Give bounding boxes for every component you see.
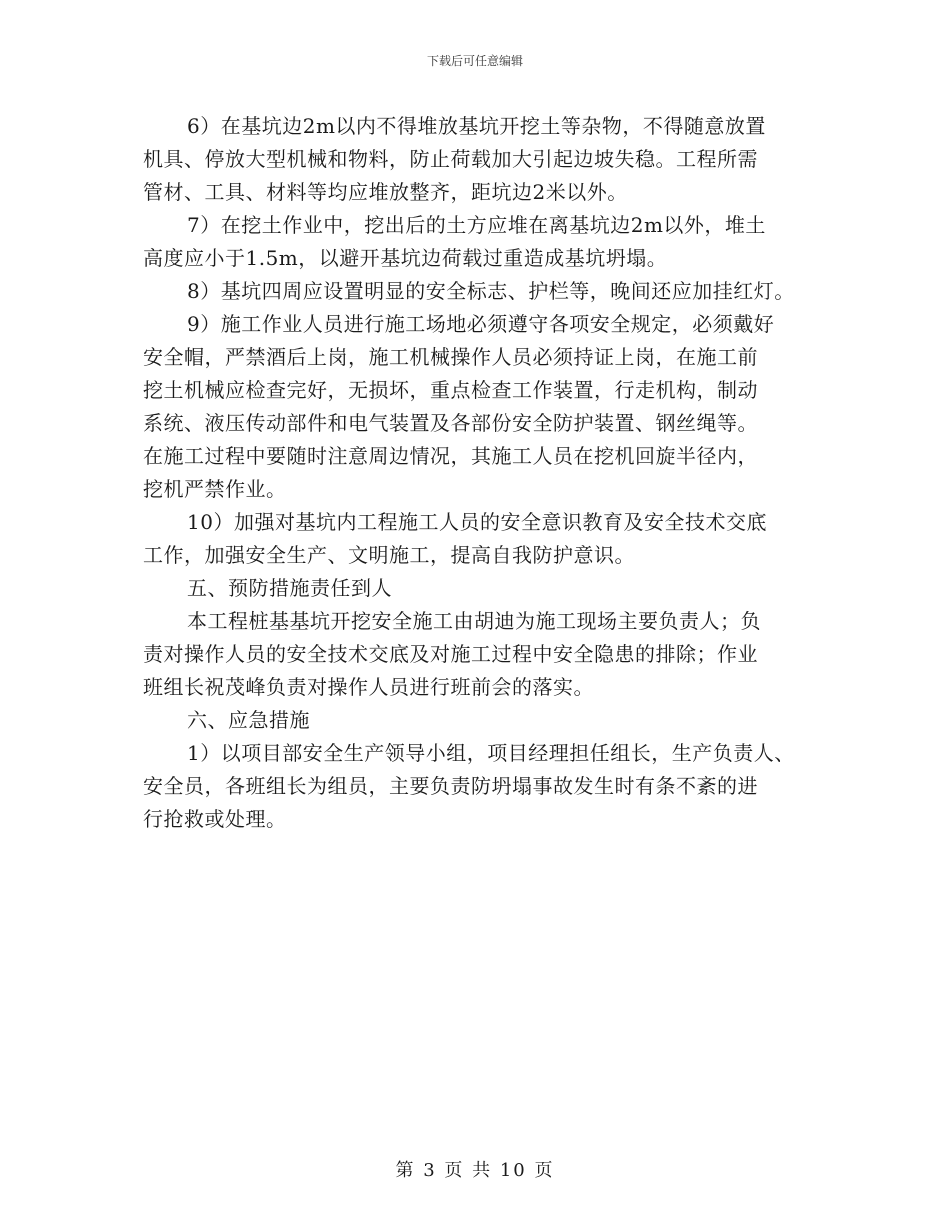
- page-footer: 第 3 页 共 10 页: [395, 1160, 555, 1181]
- text-line: 机具、停放大型机械和物料，防止荷载加大引起边坡失稳。工程所需: [143, 147, 758, 171]
- text-line: 6）在基坑边2m以内不得堆放基坑开挖土等杂物，不得随意放置: [187, 114, 766, 138]
- paragraph: [143, 275, 843, 308]
- text-line: 9）施工作业人员进行施工场地必须遵守各项安全规定，必须戴好: [187, 312, 775, 336]
- text-line: 7）在挖土作业中，挖出后的土方应堆在离基坑边2m以外，堆土: [187, 213, 766, 237]
- text-line: 五、预防措施责任到人: [187, 576, 392, 600]
- paragraph: [143, 704, 843, 737]
- document-body: [143, 110, 843, 836]
- paragraph: [143, 506, 843, 572]
- paragraph: [143, 737, 843, 836]
- paragraph: [143, 209, 843, 275]
- paragraph: [143, 110, 843, 209]
- text-line: 1）以项目部安全生产领导小组，项目经理担任组长，生产负责人、: [187, 741, 795, 765]
- text-line: 在施工过程中要随时注意周边情况，其施工人员在挖机回旋半径内，: [143, 444, 758, 468]
- paragraph: [143, 572, 843, 605]
- text-line: 高度应小于1.5m，以避开基坑边荷载过重造成基坑坍塌。: [143, 246, 668, 270]
- text-line: 安全员，各班组长为组员，主要负责防坍塌事故发生时有条不紊的进: [143, 774, 758, 798]
- text-line: 行抢救或处理。: [143, 807, 287, 831]
- text-line: 责对操作人员的安全技术交底及对施工过程中安全隐患的排除；作业: [143, 642, 758, 666]
- text-line: 管材、工具、材料等均应堆放整齐，距坑边2米以外。: [143, 180, 628, 204]
- paragraph: [143, 605, 843, 704]
- text-line: 六、应急措施: [187, 708, 310, 732]
- paragraph: [143, 308, 843, 506]
- page-header: 下载后可任意编辑: [426, 54, 523, 68]
- text-line: 挖机严禁作业。: [143, 477, 287, 501]
- text-line: 安全帽，严禁酒后上岗，施工机械操作人员必须持证上岗，在施工前: [143, 345, 758, 369]
- text-line: 班组长祝茂峰负责对操作人员进行班前会的落实。: [143, 675, 594, 699]
- text-line: 8）基坑四周应设置明显的安全标志、护栏等，晚间还应加挂红灯。: [187, 279, 795, 303]
- text-line: 系统、液压传动部件和电气装置及各部份安全防护装置、钢丝绳等。: [143, 411, 758, 435]
- text-line: 工作，加强安全生产、文明施工，提高自我防护意识。: [143, 543, 635, 567]
- text-line: 10）加强对基坑内工程施工人员的安全意识教育及安全技术交底: [187, 510, 767, 534]
- text-line: 本工程桩基基坑开挖安全施工由胡迪为施工现场主要负责人；负: [187, 609, 761, 633]
- text-line: 挖土机械应检查完好，无损坏，重点检查工作装置，行走机构，制动: [143, 378, 758, 402]
